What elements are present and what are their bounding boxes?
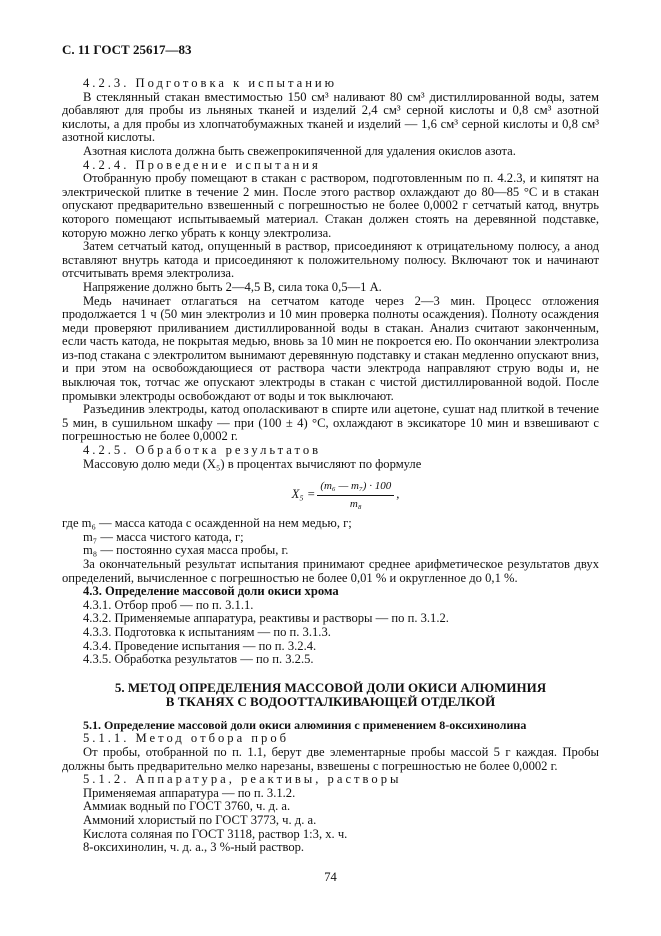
paragraph: Напряжение должно быть 2—4,5 В, сила тока 0,5—1 А. (83, 279, 382, 294)
page-number: 74 (324, 869, 337, 884)
where-line: m₈ — постоянно сухая масса пробы, г. (83, 543, 289, 558)
section-4-3-title: 4.3. Определение массовой доли окиси хрома (83, 584, 339, 599)
section-5-1-2-title: 5.1.2. Аппаратура, реактивы, растворы (83, 772, 402, 787)
section-5-heading-line: 5. МЕТОД ОПРЕДЕЛЕНИЯ МАССОВОЙ ДОЛИ ОКИСИ АЛЮМИНИЯ (114, 679, 547, 695)
paragraph: За окончательный результат испытания принимают среднее арифметическое результатов двух определений, вычисленное с погрешностью не более 0,01 % и округленное до 0,1 %. (62, 557, 599, 585)
section-4-2-3-title: 4.2.3. Подготовка к испытанию (83, 76, 338, 90)
formula-numerator: (m₆ — m₇) · 100 (317, 480, 394, 496)
list-item: 4.3.3. Подготовка к испытаниям — по п. 3.1.3. (83, 624, 331, 639)
where-line: m₇ — масса чистого катода, г; (83, 529, 244, 544)
paragraph: Затем сетчатый катод, опущенный в раствор, присоединяют к отрицательному полюсу, а анод вставляют внутрь катода и присоединяют к положительному полюсу. Включают ток и начинают отсчитывать время электролиза. (62, 239, 599, 281)
list-item: 4.3.2. Применяемые аппаратура, реактивы и растворы — по п. 3.1.2. (83, 611, 449, 626)
list-item: Кислота соляная по ГОСТ 3118, раствор 1:3, х. ч. (83, 826, 348, 841)
section-5-heading-line: В ТКАНЯХ С ВОДООТТАЛКИВАЮЩЕЙ ОТДЕЛКОЙ (165, 693, 496, 709)
paragraph: Массовую долю меди (X₅) в процентах вычисляют по формуле (83, 456, 422, 471)
formula-tail: , (396, 487, 400, 502)
paragraph: Разъединив электроды, катод ополаскивают в спирте или ацетоне, сушат над плиткой в течение 5 мин, в сушильном шкафу — при (100 ± 4) °С, охлаждают в эксикаторе 10 мин и взвешивают с погрешностью не более 0,0002 г. (62, 402, 599, 444)
section-4-2-5-title: 4.2.5. Обработка результатов (83, 443, 322, 458)
list-item: 4.3.1. Отбор проб — по п. 3.1.1. (83, 597, 254, 612)
section-5-1-1-title: 5.1.1. Метод отбора проб (83, 731, 290, 746)
paragraph: Медь начинает отлагаться на сетчатом катоде через 2—3 мин. Процесс отложения продолжается 1 ч (50 мин электролиз и 10 мин проверка полноты осаждения). Полноту осаждения меди проверяют приливанием дистиллированной воды в стакан. Анализ считают законченным, если часть катода, не покрытая медью, вновь за 10 мин не покроется ею. По окончании электролиза из-под стакана с электролитом вынимают деревянную подставку и стакан медленно опускают вниз, и при этом на освобождающиеся от раствора части электрода направляют струю воды и, не выключая ток, тотчас же опускают электроды в стакан с чистой дистиллированной водой. После промывки электроды освобождают от воды и ток выключают. (62, 293, 599, 403)
formula (92, 473, 599, 517)
page-body (62, 77, 599, 855)
paragraph: Отобранную пробу помещают в стакан с раствором, подготовленным по п. 4.2.3, и кипятят на электрической плитке в течение 2 мин. После этого раствор охлаждают до 80—85 °С и в стакан опускают предварительно взвешенный с погрешностью не более 0,0002 г сетчатый катод, внутрь которого помещают испытываемый материал. Стакан должен стоять на деревянной подставке, которую можно легко убрать к концу электролиза. (62, 171, 599, 240)
paragraph: Азотная кислота должна быть свежепрокипяченной для удаления окислов азота. (83, 143, 516, 158)
page-header: С. 11 ГОСТ 25617—83 (62, 42, 192, 57)
paragraph: От пробы, отобранной по п. 1.1, берут две элементарные пробы массой 5 г каждая. Пробы должны быть предварительно мелко нарезаны, взвешены с погрешностью не более 0,0002 г. (62, 744, 599, 773)
list-item: 4.3.5. Обработка результатов — по п. 3.2.5. (83, 652, 314, 667)
formula-fraction (317, 480, 394, 511)
section-4-2-4-title: 4.2.4. Проведение испытания (83, 157, 321, 172)
paragraph: В стеклянный стакан вместимостью 150 см³ наливают 80 см³ дистиллированной воды, затем добавляют для пробы из льняных тканей и изделий 2,4 см³ серной кислоты и 0,8 см³ азотной кислоты, а для пробы из хлопчатобумажных тканей и изделий — 1,6 см³ серной кислоты и 0,8 см³ азотной кислоты. (62, 89, 599, 145)
section-5-heading (62, 681, 599, 709)
list-item: 8-оксихинолин, ч. д. а., 3 %-ный раствор. (83, 840, 305, 855)
list-item: Применяемая аппаратура — по п. 3.1.2. (83, 785, 296, 800)
list-item: Аммиак водный по ГОСТ 3760, ч. д. а. (83, 799, 291, 814)
where-line: где m₆ — масса катода с осажденной на нем медью, г; (62, 516, 352, 531)
section-5-1-title: 5.1. Определение массовой доли окиси алюминия с применением 8-оксихинолина (83, 717, 527, 732)
formula-lhs: X₅ = (291, 487, 316, 502)
list-item: Аммоний хлористый по ГОСТ 3773, ч. д. а. (83, 812, 317, 827)
list-item: 4.3.4. Проведение испытания — по п. 3.2.4. (83, 638, 317, 653)
formula-denominator: m₈ (349, 497, 362, 510)
